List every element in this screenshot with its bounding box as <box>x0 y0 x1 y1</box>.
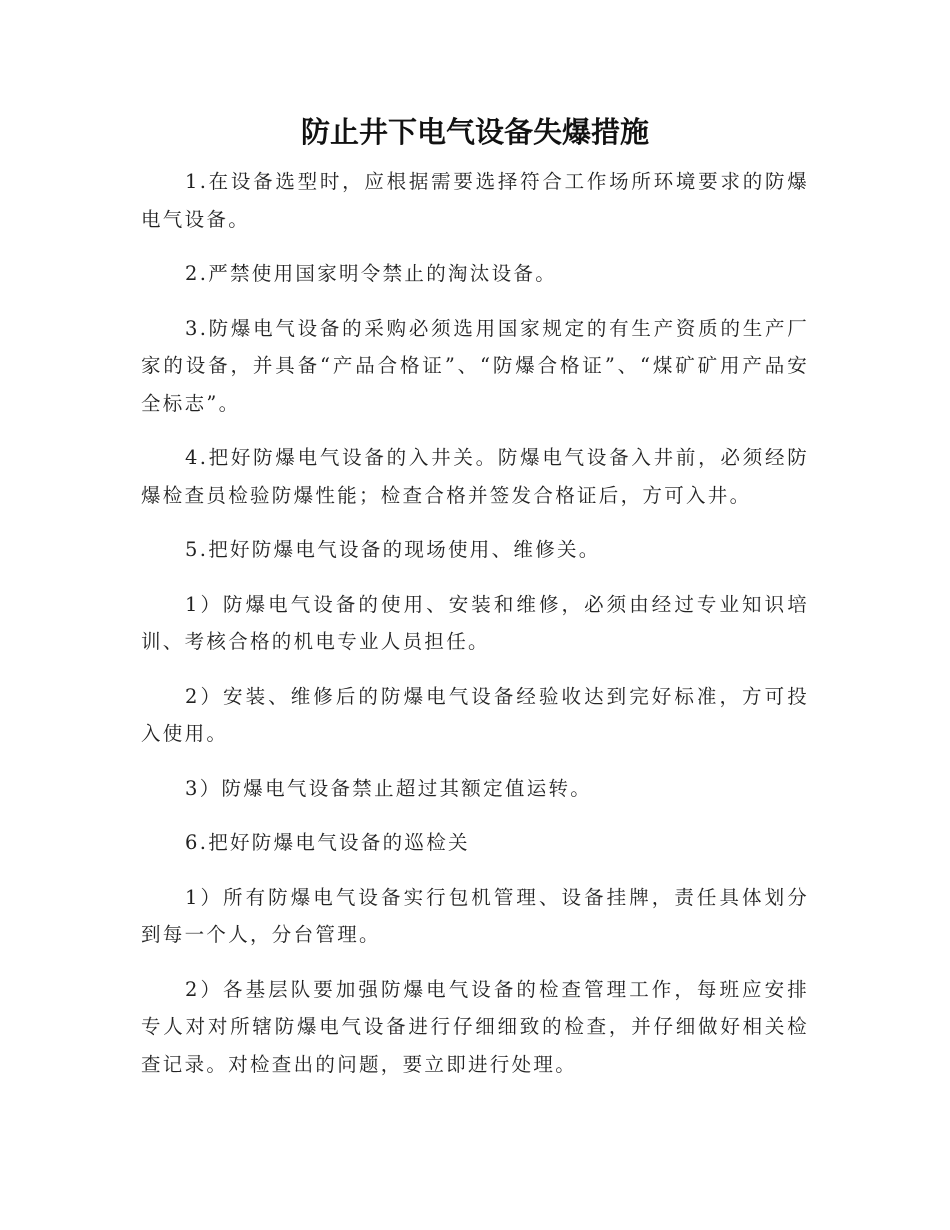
paragraph: 4.把好防爆电气设备的入井关。防爆电气设备入井前，必须经防爆检查员检验防爆性能；检查合格并签发合格证后，方可入井。 <box>141 446 809 507</box>
document-title: 防止井下电气设备失爆措施 <box>300 115 649 149</box>
paragraph: 2.严禁使用国家明令禁止的淘汰设备。 <box>185 262 558 285</box>
paragraph: 1）所有防爆电气设备实行包机管理、设备挂牌，责任具体划分到每一个人，分台管理。 <box>141 885 809 946</box>
paragraph: 2）各基层队要加强防爆电气设备的检查管理工作，每班应安排专人对对所辖防爆电气设备进行仔细细致的检查，并仔细做好相关检查记录。对检查出的问题，要立即进行处理。 <box>141 977 809 1076</box>
paragraph: 1）防爆电气设备的使用、安装和维修，必须由经过专业知识培训、考核合格的机电专业人员担任。 <box>141 592 809 653</box>
paragraph: 2）安装、维修后的防爆电气设备经验收达到完好标准，方可投入使用。 <box>141 684 809 745</box>
paragraph: 6.把好防爆电气设备的巡检关 <box>185 831 470 854</box>
document-body <box>141 163 809 1100</box>
paragraph: 3.防爆电气设备的采购必须选用国家规定的有生产资质的生产厂家的设备，并具备“产品合格证”、“防爆合格证”、“煤矿矿用产品安全标志”。 <box>141 316 809 415</box>
paragraph: 1.在设备选型时，应根据需要选择符合工作场所环境要求的防爆电气设备。 <box>141 170 809 231</box>
paragraph: 5.把好防爆电气设备的现场使用、维修关。 <box>185 538 601 561</box>
paragraph: 3）防爆电气设备禁止超过其额定值运转。 <box>185 776 593 800</box>
